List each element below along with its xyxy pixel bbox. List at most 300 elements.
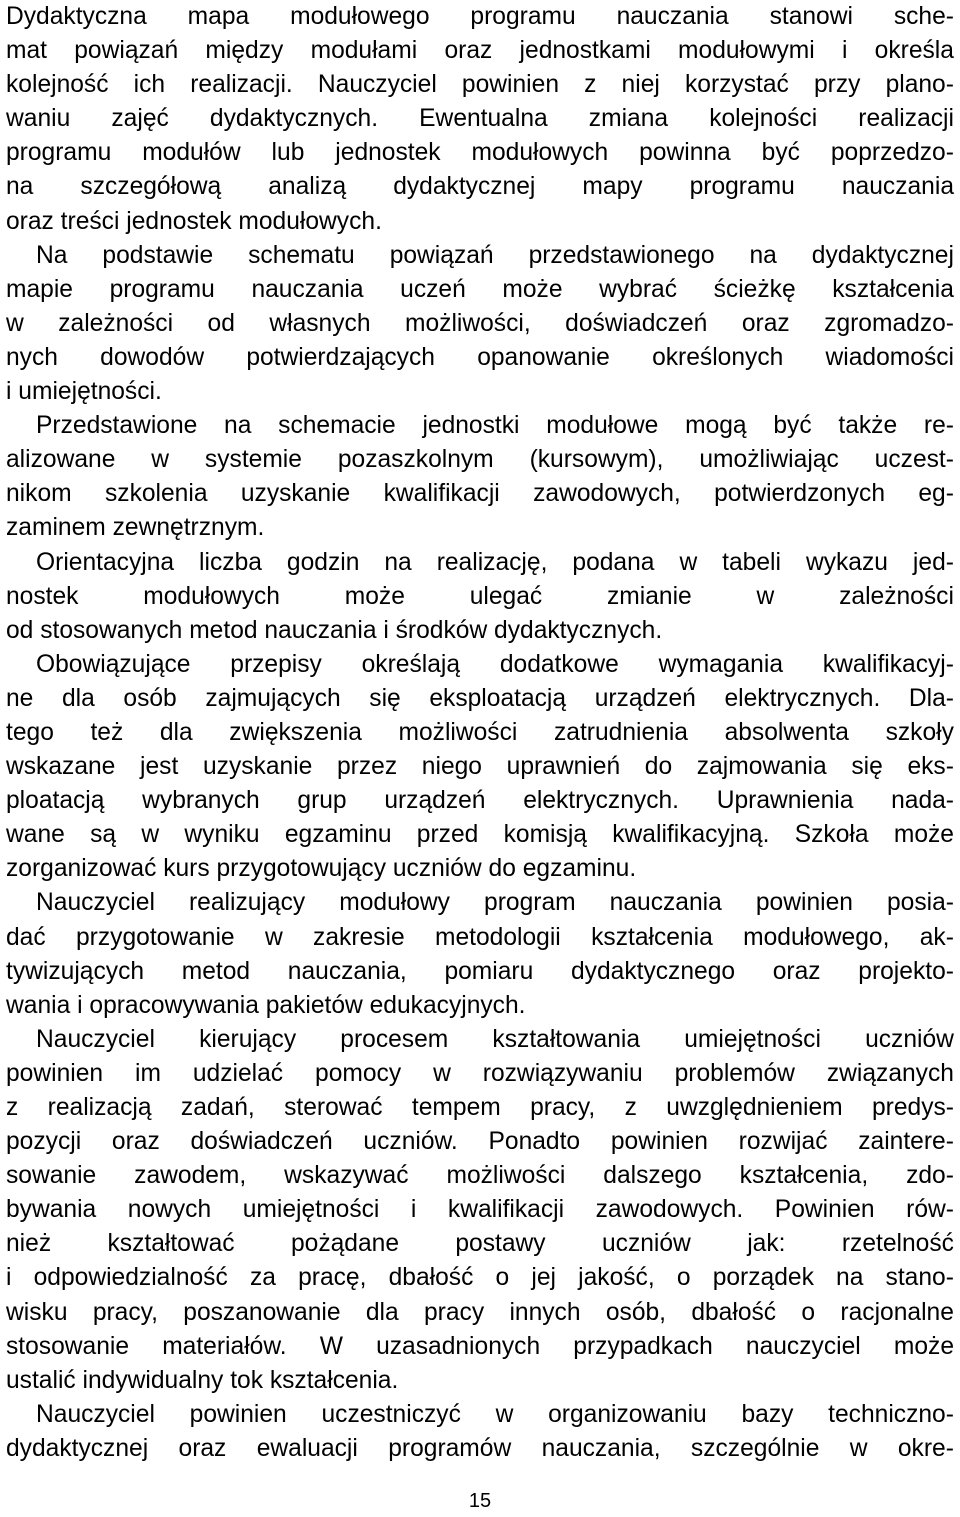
- word: uczniów: [865, 1025, 954, 1053]
- word: kształcenia: [832, 275, 954, 303]
- word: dydaktycznej: [393, 173, 536, 201]
- word: nikom: [6, 480, 72, 508]
- word: uzyskanie: [202, 753, 313, 781]
- word: wisku: [6, 1298, 68, 1326]
- word: w: [141, 821, 160, 849]
- word: kształtować: [107, 1230, 235, 1258]
- word: kolejności: [709, 105, 818, 133]
- word: (kursowym),: [529, 446, 664, 474]
- word: absolwenta: [724, 718, 849, 746]
- line-text: wania i opracowywania pakietów edukacyjnych.: [6, 991, 526, 1019]
- word: powinien: [755, 889, 853, 917]
- word: jednostki: [422, 412, 520, 440]
- word: kwalifikacji: [383, 480, 500, 508]
- word: Dydaktyczna: [6, 3, 147, 30]
- word: modułowego,: [743, 923, 890, 951]
- text-line: [6, 34, 954, 68]
- word: Nauczyciel: [36, 889, 155, 917]
- word: oraz: [111, 1128, 160, 1156]
- text-line: [6, 614, 954, 648]
- word: udzielać: [192, 1059, 284, 1087]
- word: modułami: [310, 37, 418, 65]
- text-line: [6, 205, 954, 239]
- word: doświadczeń: [565, 309, 708, 337]
- word: uczniów: [601, 1230, 691, 1258]
- word: pozycji: [6, 1128, 82, 1156]
- word: określonych: [652, 343, 784, 371]
- word: grup: [297, 787, 347, 815]
- word: schematu: [248, 241, 355, 269]
- word: przed: [416, 821, 479, 849]
- word: jest: [140, 753, 179, 781]
- word: dla: [365, 1298, 399, 1326]
- word: dla: [159, 718, 193, 746]
- word: dalszego: [603, 1162, 702, 1190]
- word: na: [749, 241, 777, 269]
- word: w: [433, 1059, 451, 1087]
- word: powinien: [6, 1059, 104, 1087]
- word: wymagania: [658, 650, 783, 678]
- word: umiejętności: [684, 1025, 821, 1053]
- word: uwzględnieniem: [666, 1094, 843, 1121]
- word: w: [264, 923, 283, 951]
- word: eksploatacją: [429, 684, 567, 712]
- word: zajmujących: [205, 684, 341, 712]
- word: nowych: [127, 1196, 212, 1224]
- word: zawodem,: [134, 1162, 247, 1190]
- word: modułów: [142, 139, 241, 167]
- word: zatrudnienia: [553, 718, 688, 746]
- word: dydaktycznego: [570, 957, 736, 985]
- word: pozaszkolnym: [337, 446, 494, 474]
- word: uczestniczyć: [321, 1400, 461, 1428]
- text-line: [6, 1432, 954, 1466]
- word: Powinien: [774, 1196, 875, 1224]
- word: nauczania,: [287, 957, 407, 985]
- word: może: [502, 275, 563, 303]
- word: nada-: [891, 787, 954, 815]
- word: się: [369, 684, 401, 712]
- word: programu: [470, 3, 576, 30]
- word: jakość,: [578, 1264, 655, 1292]
- word: powiązań: [74, 37, 179, 65]
- word: innych: [509, 1298, 581, 1326]
- word: sowanie: [6, 1162, 97, 1190]
- word: program: [484, 889, 576, 917]
- word: przypadkach: [573, 1332, 713, 1360]
- word: nauczania: [841, 173, 954, 201]
- word: jednostek: [335, 139, 441, 167]
- word: wskazywać: [284, 1162, 409, 1190]
- word: osób: [123, 684, 177, 712]
- word: zawodowych,: [533, 480, 681, 508]
- word: za: [249, 1264, 276, 1292]
- text-line: [6, 546, 954, 580]
- word: niej: [621, 71, 660, 99]
- word: pracy: [423, 1298, 485, 1326]
- word: wyniku: [184, 821, 260, 849]
- word: też: [90, 718, 124, 746]
- word: zajęć: [111, 105, 169, 133]
- word: i: [6, 1264, 12, 1292]
- word: mogą: [685, 412, 747, 440]
- word: rów-: [906, 1196, 954, 1224]
- word: pożądane: [290, 1230, 400, 1258]
- word: kształcenia,: [739, 1162, 869, 1190]
- word: predys-: [871, 1094, 954, 1121]
- text-line: [6, 784, 954, 818]
- word: jej: [531, 1264, 556, 1292]
- word: stano-: [885, 1264, 954, 1292]
- text-line: [6, 580, 954, 614]
- word: opanowanie: [477, 343, 610, 371]
- word: wybrać: [599, 275, 678, 303]
- word: realizacji: [858, 105, 954, 133]
- word: oraz: [444, 37, 493, 65]
- word: porządek: [712, 1264, 814, 1292]
- paragraph: [6, 1398, 954, 1466]
- text-line: [6, 1023, 954, 1057]
- word: stosowanie: [6, 1332, 130, 1360]
- word: Ewentualna: [419, 105, 548, 133]
- word: modułowych: [471, 139, 609, 167]
- word: dydaktycznych.: [209, 105, 379, 133]
- word: problemów: [674, 1059, 795, 1087]
- word: oraz: [772, 957, 821, 985]
- text-line: [6, 955, 954, 989]
- word: sterować: [284, 1094, 383, 1121]
- word: tywizujących: [6, 957, 145, 985]
- word: określa: [874, 37, 954, 65]
- word: jednostkami: [519, 37, 651, 65]
- word: przygotowanie: [76, 923, 235, 951]
- word: w: [679, 548, 698, 576]
- word: nauczania: [251, 275, 364, 303]
- word: programu: [6, 139, 112, 167]
- word: własnych: [269, 309, 371, 337]
- word: możliwości: [446, 1162, 566, 1190]
- text-line: [6, 852, 954, 886]
- word: tego: [6, 718, 54, 746]
- text-line: [6, 1193, 954, 1227]
- word: może: [893, 821, 954, 849]
- text-line: [6, 307, 954, 341]
- text-line: [6, 443, 954, 477]
- word: zmianie: [606, 582, 692, 610]
- word: być: [761, 139, 800, 167]
- word: metod: [181, 957, 251, 985]
- word: na: [6, 173, 34, 201]
- word: metodologii: [434, 923, 561, 951]
- word: zaintere-: [858, 1128, 954, 1156]
- word: powinien: [610, 1128, 708, 1156]
- word: podstawie: [102, 241, 214, 269]
- word: umiejętności: [242, 1196, 380, 1224]
- word: o: [676, 1264, 691, 1292]
- word: posia-: [887, 889, 954, 917]
- word: realizacji.: [190, 71, 293, 99]
- word: zależności: [58, 309, 174, 337]
- word: bywania: [6, 1196, 97, 1224]
- word: uczest-: [874, 446, 954, 474]
- word: oraz: [178, 1434, 227, 1462]
- word: pomiaru: [444, 957, 534, 985]
- word: zmiana: [588, 105, 669, 133]
- word: mat: [6, 37, 47, 65]
- word: nauczania: [616, 3, 729, 30]
- word: nych: [6, 343, 58, 371]
- word: realizujący: [188, 889, 306, 917]
- word: realizacją: [47, 1094, 152, 1121]
- word: Na: [36, 241, 68, 269]
- word: powiązań: [389, 241, 494, 269]
- text-line: [6, 273, 954, 307]
- word: dydaktycznej: [811, 241, 954, 269]
- word: Dla-: [908, 684, 954, 712]
- text-line: [6, 886, 954, 920]
- word: możliwości: [398, 718, 518, 746]
- text-line: [6, 511, 954, 545]
- word: przez: [337, 753, 398, 781]
- paragraph: [6, 648, 954, 887]
- word: modułowy: [339, 889, 450, 917]
- word: techniczno-: [828, 1400, 954, 1428]
- word: z: [6, 1094, 19, 1121]
- text-line: [6, 648, 954, 682]
- word: dać: [6, 923, 46, 951]
- paragraph: [6, 239, 954, 409]
- text-line: [6, 409, 954, 443]
- word: pomocy: [315, 1059, 402, 1087]
- word: powinien: [189, 1400, 287, 1428]
- word: nauczyciel: [745, 1332, 861, 1360]
- word: rzetelność: [841, 1230, 954, 1258]
- word: realizację,: [436, 548, 548, 576]
- word: kształtowania: [492, 1025, 641, 1053]
- word: alizowane: [6, 446, 116, 474]
- word: schemacie: [278, 412, 396, 440]
- word: modułowych: [143, 582, 280, 610]
- word: zawodowych.: [595, 1196, 744, 1224]
- text-line: [6, 750, 954, 784]
- word: do: [644, 753, 673, 781]
- word: Przedstawione: [36, 412, 198, 440]
- word: być: [773, 412, 812, 440]
- word: dla: [61, 684, 95, 712]
- word: kształcenia: [591, 923, 713, 951]
- word: wiadomości: [825, 343, 954, 371]
- text-line: [6, 341, 954, 375]
- word: nauczania,: [541, 1434, 661, 1462]
- word: W: [319, 1332, 343, 1360]
- word: doświadczeń: [190, 1128, 333, 1156]
- word: szkoły: [885, 718, 954, 746]
- word: kwalifikacji: [447, 1196, 565, 1224]
- text-line: [6, 170, 954, 204]
- word: uczeń: [400, 275, 466, 303]
- word: eks-: [907, 753, 954, 781]
- word: zdo-: [906, 1162, 954, 1190]
- word: materiałów.: [162, 1332, 287, 1360]
- word: szczególnie: [690, 1434, 820, 1462]
- word: umożliwiając: [699, 446, 839, 474]
- text-line: [6, 1057, 954, 1091]
- word: związanych: [826, 1059, 954, 1087]
- word: elektrycznych.: [523, 787, 679, 815]
- text-line: [6, 1364, 954, 1398]
- word: urządzeń: [594, 684, 696, 712]
- word: Nauczyciel: [36, 1400, 155, 1428]
- word: możliwości,: [404, 309, 531, 337]
- word: są: [90, 821, 117, 849]
- word: uzyskanie: [240, 480, 351, 508]
- word: zgromadzo-: [824, 309, 954, 337]
- text-line: [6, 477, 954, 511]
- word: szkolenia: [104, 480, 208, 508]
- word: na: [384, 548, 412, 576]
- word: uzasadnionych: [376, 1332, 541, 1360]
- word: w: [756, 582, 775, 610]
- word: w: [849, 1434, 868, 1462]
- word: przedstawionego: [528, 241, 715, 269]
- word: liczba: [199, 548, 262, 576]
- word: w: [495, 1400, 514, 1428]
- line-text: i umiejętności.: [6, 378, 162, 406]
- text-line: [6, 1330, 954, 1364]
- word: ne: [6, 684, 34, 712]
- word: re-: [923, 412, 954, 440]
- text-line: [6, 1091, 954, 1125]
- text-line: [6, 1227, 954, 1261]
- word: poszanowanie: [183, 1298, 341, 1326]
- word: z: [584, 71, 597, 99]
- text-line: [6, 921, 954, 955]
- line-text: zaminem zewnętrznym.: [6, 514, 265, 542]
- word: zwiększenia: [229, 718, 362, 746]
- word: określają: [361, 650, 461, 678]
- text-line: [6, 102, 954, 136]
- word: wybranych: [142, 787, 260, 815]
- word: analizą: [268, 173, 347, 201]
- word: Nauczyciel: [36, 1025, 155, 1053]
- word: sche-: [893, 3, 954, 30]
- word: ich: [133, 71, 166, 99]
- text-line: [6, 239, 954, 273]
- text-line: [6, 818, 954, 852]
- word: poprzedzo-: [830, 139, 954, 167]
- word: programu: [109, 275, 215, 303]
- text-line: [6, 1398, 954, 1432]
- word: o: [495, 1264, 510, 1292]
- word: organizowaniu: [548, 1400, 707, 1428]
- word: tabeli: [722, 548, 781, 576]
- line-text: oraz treści jednostek modułowych.: [6, 207, 382, 235]
- word: Nauczyciel: [317, 71, 437, 99]
- document-body: [6, 0, 954, 1466]
- word: oraz: [741, 309, 790, 337]
- word: wane: [6, 821, 65, 849]
- word: może: [344, 582, 405, 610]
- word: kwalifikacyjną.: [612, 821, 770, 849]
- word: nież: [6, 1230, 52, 1258]
- word: na: [836, 1264, 864, 1292]
- word: między: [205, 37, 284, 65]
- text-line: [6, 716, 954, 750]
- word: zależności: [839, 582, 954, 610]
- word: nauczania: [609, 889, 722, 917]
- word: plano-: [885, 71, 954, 99]
- word: pracy,: [530, 1094, 596, 1121]
- word: niego: [421, 753, 482, 781]
- word: rozwijać: [738, 1128, 828, 1156]
- text-line: [6, 136, 954, 170]
- word: uczniów.: [363, 1128, 458, 1156]
- word: przy: [813, 71, 861, 99]
- word: się: [851, 753, 883, 781]
- word: programu: [689, 173, 795, 201]
- word: i: [841, 37, 848, 65]
- word: od: [207, 309, 235, 337]
- text-line: [6, 375, 954, 409]
- text-line: [6, 1159, 954, 1193]
- word: potwierdzonych: [714, 480, 886, 508]
- word: na: [224, 412, 252, 440]
- word: komisją: [503, 821, 587, 849]
- word: z: [624, 1094, 637, 1121]
- word: jak:: [747, 1230, 786, 1258]
- word: ewaluacji: [256, 1434, 358, 1462]
- word: eg-: [918, 480, 954, 508]
- text-line: [6, 1261, 954, 1295]
- word: nostek: [6, 582, 79, 610]
- word: procesem: [340, 1025, 449, 1053]
- word: godzin: [286, 548, 360, 576]
- paragraph: [6, 1023, 954, 1398]
- word: może: [893, 1332, 954, 1360]
- word: dbałość: [691, 1298, 777, 1326]
- line-text: zorganizować kurs przygotowujący uczniów do egzaminu.: [6, 855, 637, 883]
- word: wykazu: [805, 548, 888, 576]
- word: stanowi: [769, 3, 853, 30]
- text-line: [6, 1296, 954, 1330]
- word: w: [151, 446, 170, 474]
- word: rozwiązywaniu: [482, 1059, 643, 1087]
- word: jed-: [912, 548, 954, 576]
- word: powinien: [461, 71, 559, 99]
- word: Uprawnienia: [716, 787, 854, 815]
- word: potwierdzających: [246, 343, 435, 371]
- text-line: [6, 0, 954, 34]
- text-line: [6, 1125, 954, 1159]
- paragraph: [6, 0, 954, 239]
- word: mapa: [187, 3, 250, 30]
- word: dowodów: [100, 343, 205, 371]
- word: elektrycznych.: [724, 684, 881, 712]
- word: ak-: [919, 923, 954, 951]
- text-line: [6, 68, 954, 102]
- word: systemie: [204, 446, 302, 474]
- word: o: [801, 1298, 816, 1326]
- word: pracę,: [298, 1264, 367, 1292]
- word: Szkoła: [794, 821, 869, 849]
- word: Orientacyjna: [36, 548, 175, 576]
- word: racjonalne: [840, 1298, 954, 1326]
- word: modułowego: [290, 3, 430, 30]
- word: kwalifikacyj-: [822, 650, 954, 678]
- word: zajmowania: [696, 753, 827, 781]
- word: także: [838, 412, 898, 440]
- text-line: [6, 682, 954, 716]
